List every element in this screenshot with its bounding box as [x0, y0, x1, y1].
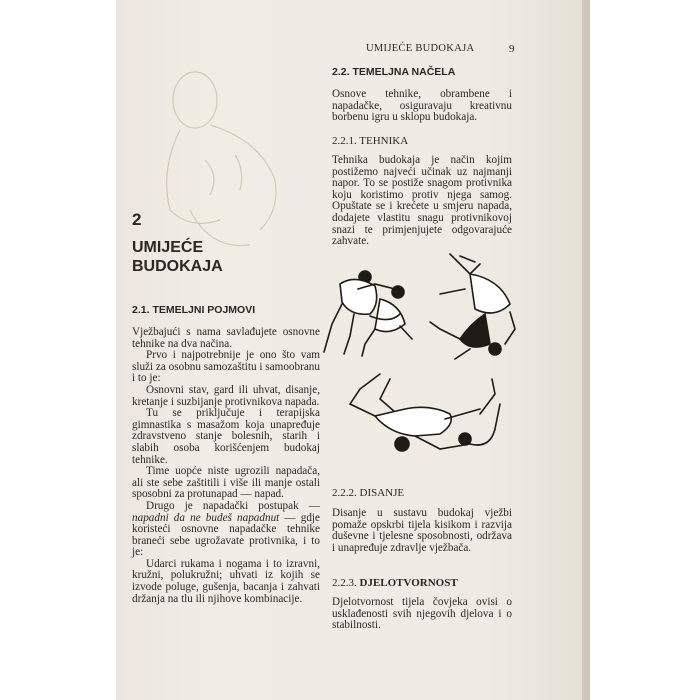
paragraph: Osnovni stav, gard ili uhvat, disanje, kretanje i suzbijanje protivnikova napada.	[132, 383, 320, 408]
italic-phrase: napadni da ne budeš napadnut	[132, 511, 280, 524]
section-number: 2.2.3.	[332, 577, 357, 589]
section-title: DJELOTVORNOST	[359, 577, 458, 589]
paragraph: Osnove tehnike, obrambene i napadačke, osiguravaju kreativnu borbenu igru u sklopu budokaja.	[332, 88, 512, 124]
paragraph: Time uopće niste ugrozili napadača, ali ste sebe zaštitili i više ili manje ostali sposobni za protunapad — napad.	[132, 465, 320, 501]
subsection-heading-2-2-3	[332, 577, 458, 589]
section-title: TEMELJNI POJMOVI	[152, 304, 256, 316]
paragraph: Tehnika budokaja je način kojim postižemo najveći učinak uz najmanji napor. To se postiže snagom protivnika koju koristimo protiv njega samog. Opuštate se i krećete u smjeru napada, dodajete vlastitu snagu protivnikovoj snazi te primjenjujete odgovarajuće zahvate.	[332, 154, 512, 248]
chapter-title	[132, 238, 292, 276]
paragraph: Drugo je napadački postupak — napadni da ne budeš napadnut — gdje koristeći osnovne napadačke tehnike braneći sebe ugrožavate protivnika, i to je:	[132, 499, 320, 559]
page-spine	[582, 0, 590, 700]
chapter-number: 2	[132, 210, 142, 229]
paragraph: Vježbajući s nama savlađujete osnovne tehnike na dva načina.	[132, 326, 320, 350]
section-heading-2-2	[332, 66, 455, 78]
subsection-heading-2-2-2: 2.2.2. DISANJE	[332, 487, 405, 499]
page-number: 9	[509, 43, 515, 55]
paragraph: Djelotvornost tijela čovjeka ovisi o usklađenosti svih njegovih djelova i o stabilnosti.	[332, 596, 512, 632]
judo-throw-illustration	[320, 244, 520, 464]
chapter-title-line1: UMIJEĆE	[132, 239, 204, 256]
paragraph: Prvo i najpotrebnije je ono što vam služi za osobnu samozaštitu i samoobranu i to je:	[132, 349, 320, 385]
running-head: UMIJEĆE BUDOKAJA	[366, 43, 475, 54]
section-number: 2.1.	[132, 304, 150, 316]
chapter-title-line2: BUDOKAJA	[132, 258, 223, 275]
left-column-text	[132, 327, 320, 605]
section-number: 2.2.	[332, 66, 350, 78]
section-title: TEMELJNA NAČELA	[352, 66, 456, 78]
show-through-sketch	[150, 60, 310, 260]
paragraph: Udarci rukama i nogama i to izravni, kružni, polukružni; uhvati iz kojih se izvode poluge, gušenja, bacanja i zahvati držanja na tlu ili njihove kombinacije.	[132, 557, 320, 605]
subsection-heading-2-2-1: 2.2.1. TEHNIKA	[332, 135, 409, 147]
paragraph: Disanje u sustavu budokaj vježbi pomaže opskrbi tijela kisikom i razvija duševne i tjelesne sposobnosti, održava i unapređuje zdravlje vježbača.	[332, 507, 512, 554]
section-heading-2-1	[132, 304, 255, 316]
paragraph: Tu se priključuje i terapijska gimnastika s masažom koja unapređuje zdravstveno stanje bolesnih, starih i slabih osoba korišćenjem budokaj tehnike.	[132, 407, 320, 466]
